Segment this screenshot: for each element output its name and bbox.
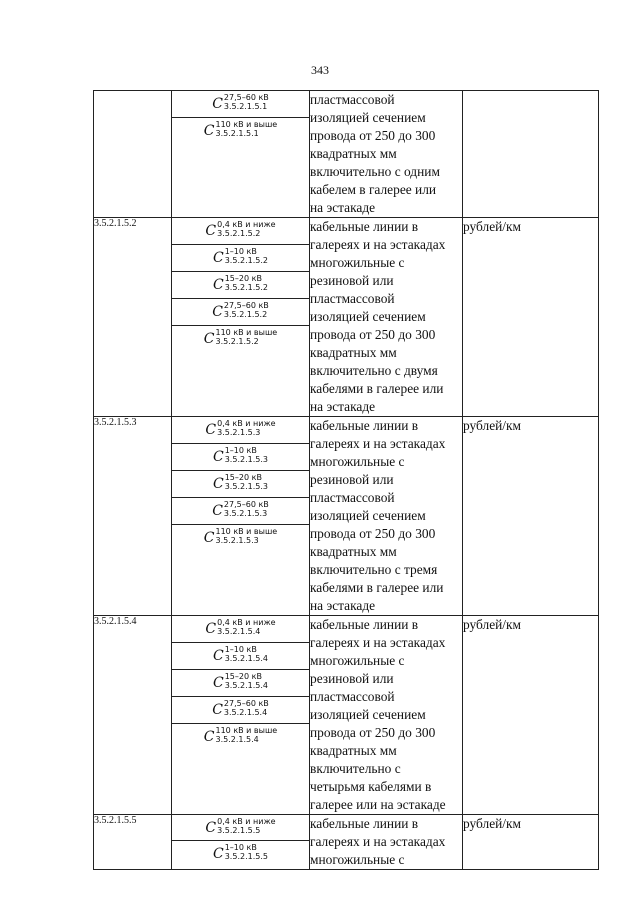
formula: C 0,4 кВ и ниже 3.5.2.1.5.3	[172, 417, 309, 444]
row-code: 3.5.2.1.5.3	[94, 417, 172, 616]
row-unit: рублей/км	[463, 815, 599, 870]
formula: C 1–10 кВ 3.5.2.1.5.4	[172, 643, 309, 670]
row-unit: рублей/км	[463, 417, 599, 616]
row-code: 3.5.2.1.5.5	[94, 815, 172, 870]
table-row	[94, 417, 599, 616]
formula-cell	[172, 218, 310, 417]
formula: C 0,4 кВ и ниже 3.5.2.1.5.2	[172, 218, 309, 245]
formula: C 27,5–60 кВ 3.5.2.1.5.4	[172, 697, 309, 724]
row-code	[94, 91, 172, 218]
formula: C 1–10 кВ 3.5.2.1.5.5	[213, 843, 268, 862]
formula: C 15–20 кВ 3.5.2.1.5.2	[172, 272, 309, 299]
formula-cell	[172, 417, 310, 616]
row-unit: рублей/км	[463, 218, 599, 417]
table-row	[94, 218, 599, 417]
row-description: кабельные линии в галереях и на эстакадах многожильные с резиновой или пластмассовой изоляцией сечением провода от 250 до 300 квадратных мм включительно с тремя кабелями в галерее или на эстакаде	[310, 417, 463, 616]
page-number: 343	[311, 63, 329, 77]
tariff-table	[93, 90, 599, 870]
formula-cell	[172, 616, 310, 815]
formula: C 1–10 кВ 3.5.2.1.5.3	[172, 444, 309, 471]
row-description: кабельные линии в галереях и на эстакадах многожильные с резиновой или пластмассовой изоляцией сечением провода от 250 до 300 квадратных мм включительно с четырьмя кабелями в галерее или на эстакаде	[310, 616, 463, 815]
formula: C 1–10 кВ 3.5.2.1.5.2	[172, 245, 309, 272]
row-description: кабельные линии в галереях и на эстакадах многожильные с резиновой или пластмассовой изоляцией сечением провода от 250 до 300 квадратных мм включительно с двумя кабелями в галерее или на эстакаде	[310, 218, 463, 417]
row-description: пластмассовой изоляцией сечением провода от 250 до 300 квадратных мм включительно с одним кабелем в галерее или на эстакаде	[310, 91, 463, 218]
formula: C 27,5–60 кВ 3.5.2.1.5.1	[172, 91, 309, 118]
formula: C 15–20 кВ 3.5.2.1.5.4	[172, 670, 309, 697]
row-code: 3.5.2.1.5.4	[94, 616, 172, 815]
table-row	[94, 91, 599, 218]
formula: C 15–20 кВ 3.5.2.1.5.3	[172, 471, 309, 498]
row-unit: рублей/км	[463, 616, 599, 815]
table-row	[94, 815, 599, 870]
formula: C 27,5–60 кВ 3.5.2.1.5.2	[172, 299, 309, 326]
row-code: 3.5.2.1.5.2	[94, 218, 172, 417]
table-row	[94, 616, 599, 815]
formula: C 110 кВ и выше 3.5.2.1.5.2	[203, 328, 278, 347]
row-description: кабельные линии в галереях и на эстакадах многожильные с	[310, 815, 463, 870]
formula: C 110 кВ и выше 3.5.2.1.5.4	[203, 726, 278, 745]
formula: C 0,4 кВ и ниже 3.5.2.1.5.5	[172, 815, 309, 841]
formula: C 110 кВ и выше 3.5.2.1.5.1	[203, 120, 278, 139]
formula-cell	[172, 815, 310, 870]
row-unit	[463, 91, 599, 218]
formula: C 0,4 кВ и ниже 3.5.2.1.5.4	[172, 616, 309, 643]
formula-cell	[172, 91, 310, 218]
formula: C 110 кВ и выше 3.5.2.1.5.3	[203, 527, 278, 546]
formula: C 27,5–60 кВ 3.5.2.1.5.3	[172, 498, 309, 525]
